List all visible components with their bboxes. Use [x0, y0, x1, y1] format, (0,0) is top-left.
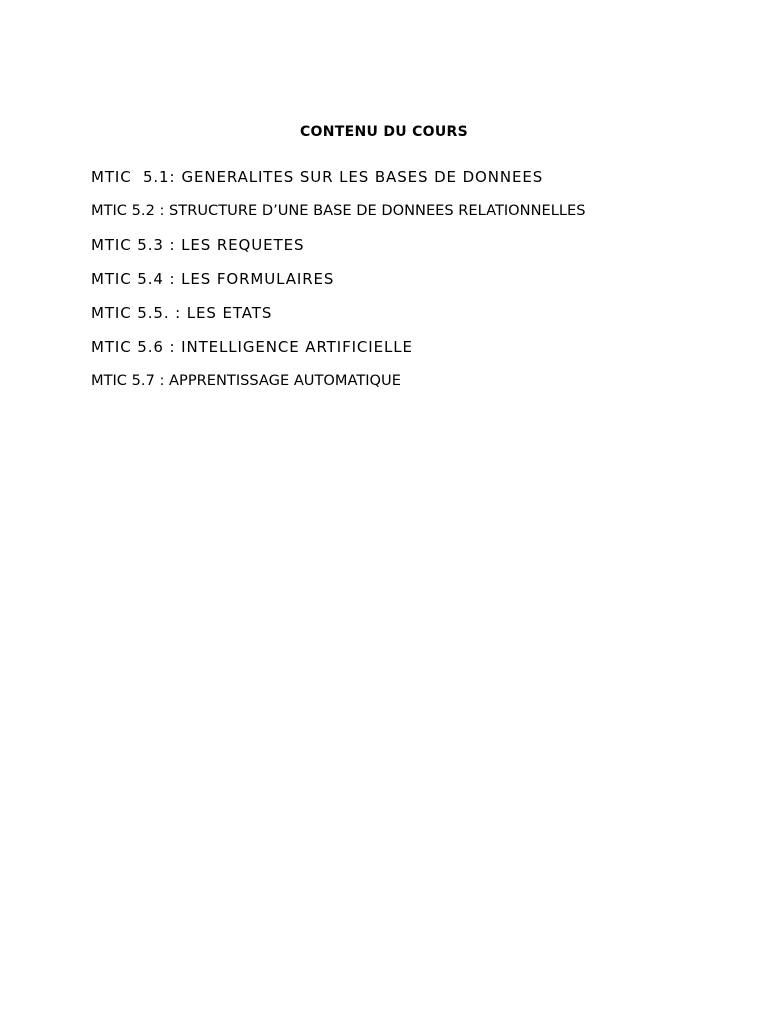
list-item-mtic-5-7 — [91, 372, 585, 390]
list-item-mtic-5-4 — [91, 270, 585, 288]
list-item-mtic-5-6 — [91, 338, 585, 356]
course-topic: LES ETATS — [186, 304, 273, 322]
course-code: MTIC 5.1: — [91, 168, 176, 186]
course-code: MTIC 5.7 : — [91, 372, 165, 389]
list-item-mtic-5-1 — [91, 168, 585, 186]
course-code: MTIC 5.2 : — [91, 202, 165, 219]
course-code: MTIC 5.3 : — [91, 236, 176, 254]
page-title: CONTENU DU COURS — [299, 124, 469, 140]
list-item-mtic-5-5 — [91, 304, 585, 322]
course-code: MTIC 5.6 : — [91, 338, 176, 356]
course-code: MTIC 5.4 : — [91, 270, 176, 288]
course-topic: APPRENTISSAGE AUTOMATIQUE — [169, 372, 401, 389]
course-topic: STRUCTURE D’UNE BASE DE DONNEES RELATIONNELLES — [169, 202, 586, 219]
course-code: MTIC 5.5. : — [91, 304, 182, 322]
list-item-mtic-5-3 — [91, 236, 585, 254]
list-item-mtic-5-2 — [91, 202, 585, 220]
course-topic: GENERALITES SUR LES BASES DE DONNEES — [181, 168, 544, 186]
course-topic: INTELLIGENCE ARTIFICIELLE — [181, 338, 413, 356]
course-topic: LES REQUETES — [181, 236, 305, 254]
course-contents-list — [91, 168, 585, 406]
course-topic: LES FORMULAIRES — [181, 270, 335, 288]
